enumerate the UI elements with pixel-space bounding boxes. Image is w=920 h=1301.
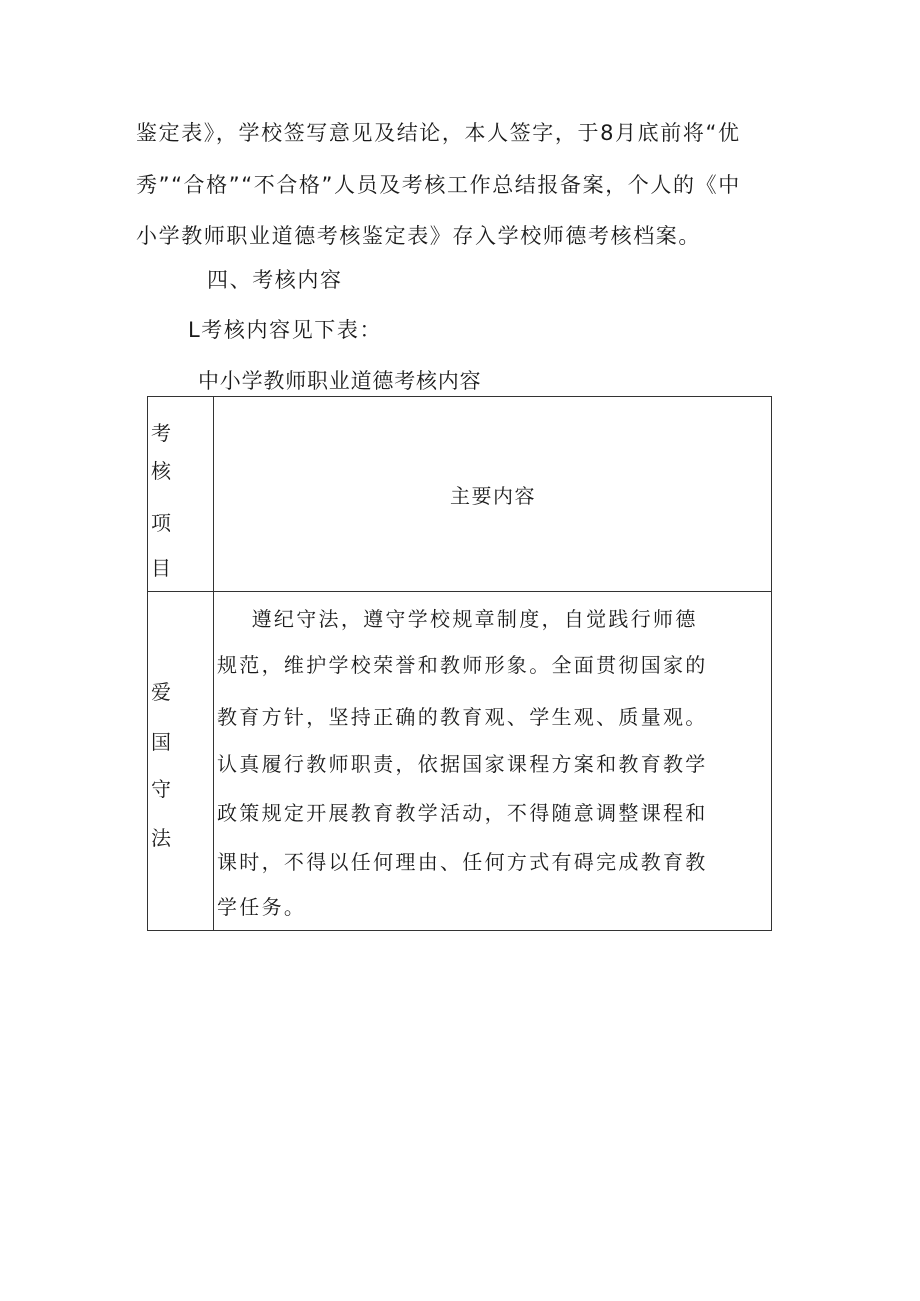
section-heading: 四、考核内容 [207,268,343,292]
content-line-6: 课时，不得以任何理由、任何方式有碍完成教育教 [217,850,708,874]
row-item-char: 国 [151,730,171,754]
content-line-3: 教育方针，坚持正确的教育观、学生观、质量观。 [217,705,708,729]
paragraph-line-2: 秀”“合格”“不合格”人员及考核工作总结报备案，个人的《中 [136,173,741,197]
header-item-char: 核 [151,459,171,483]
row-item-char: 爱 [151,680,171,704]
row-item-char: 法 [151,826,171,850]
header-item-char: 项 [151,511,171,535]
row-divider [148,591,771,592]
content-line-1: 遵纪守法，遵守学校规章制度，自觉践行师德 [217,607,698,631]
column-divider [213,397,214,930]
header-main-content: 主要内容 [450,484,536,508]
content-line-7: 学任务。 [217,895,307,919]
paragraph-line-3: 小学教师职业道德考核鉴定表》存入学校师德考核档案。 [136,224,701,248]
sub-heading: L考核内容见下表： [188,318,383,342]
content-line-2: 规范，维护学校荣誉和教师形象。全面贯彻国家的 [217,653,708,677]
content-line-4: 认真履行教师职责，依据国家课程方案和教育教学 [217,752,708,776]
header-item-char: 目 [151,556,171,580]
content-line-5: 政策规定开展教育教学活动，不得随意调整课程和 [217,801,708,825]
table-caption: 中小学教师职业道德考核内容 [198,369,482,393]
paragraph-line-1: 鉴定表》，学校签写意见及结论，本人签字，于8月底前将“优 [136,121,741,145]
header-item-char: 考 [151,421,171,445]
assessment-table [147,396,772,931]
row-item-char: 守 [151,777,171,801]
